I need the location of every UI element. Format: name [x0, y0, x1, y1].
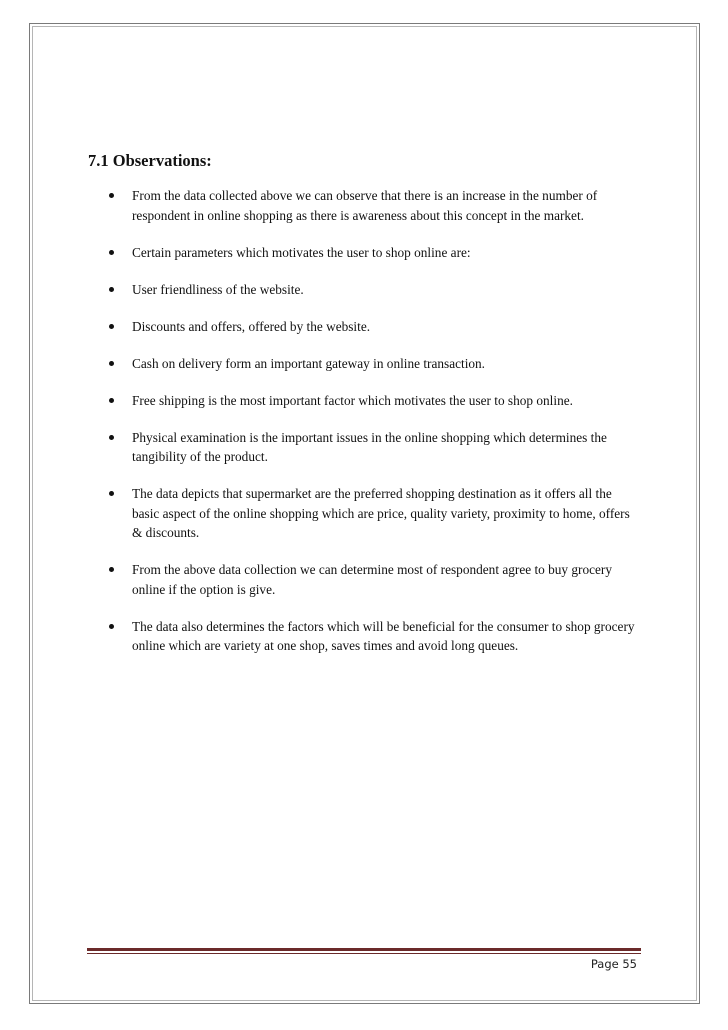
list-item-text: The data depicts that supermarket are the preferred shopping destination as it offers all the basic aspect of the online shopping which are price, quality variety, proximity to home, offers & discounts.: [132, 486, 630, 540]
list-item-text: From the above data collection we can determine most of respondent agree to buy grocery online if the option is give.: [132, 562, 612, 597]
list-item: [109, 354, 639, 374]
list-item: [109, 484, 639, 543]
page-number: Page 55: [590, 957, 637, 971]
list-item-text: The data also determines the factors which will be beneficial for the consumer to shop grocery online which are variety at one shop, saves times and avoid long queues.: [132, 618, 635, 653]
list-item-text: Discounts and offers, offered by the website.: [132, 318, 371, 334]
list-item-text: User friendliness of the website.: [132, 281, 304, 297]
list-item: [109, 317, 639, 337]
bullet-icon: [109, 567, 114, 572]
bullet-icon: [109, 491, 114, 496]
bullet-icon: [109, 324, 114, 329]
list-item: [109, 560, 639, 599]
bullet-icon: [109, 624, 114, 629]
bullet-icon: [109, 361, 114, 366]
footer-rule: [87, 948, 641, 951]
bullet-icon: [109, 250, 114, 255]
list-item: [109, 617, 639, 656]
footer-rule-thin: [87, 953, 641, 954]
list-item-text: Physical examination is the important issues in the online shopping which determines the tangibility of the product.: [132, 429, 607, 464]
list-item: [109, 280, 639, 300]
bullet-icon: [109, 287, 114, 292]
bullet-icon: [109, 435, 114, 440]
bullet-icon: [109, 193, 114, 198]
bullet-icon: [109, 398, 114, 403]
list-item: [109, 186, 639, 225]
list-item: [109, 428, 639, 467]
observations-list: [109, 186, 639, 673]
list-item: [109, 243, 639, 263]
list-item-text: Cash on delivery form an important gateway in online transaction.: [132, 355, 486, 371]
section-heading: 7.1 Observations:: [88, 151, 212, 170]
list-item: [109, 391, 639, 411]
list-item-text: From the data collected above we can observe that there is an increase in the number of respondent in online shopping as there is awareness about this concept in the market.: [132, 188, 598, 223]
list-item-text: Free shipping is the most important factor which motivates the user to shop online.: [132, 392, 573, 408]
list-item-text: Certain parameters which motivates the user to shop online are:: [132, 244, 471, 260]
